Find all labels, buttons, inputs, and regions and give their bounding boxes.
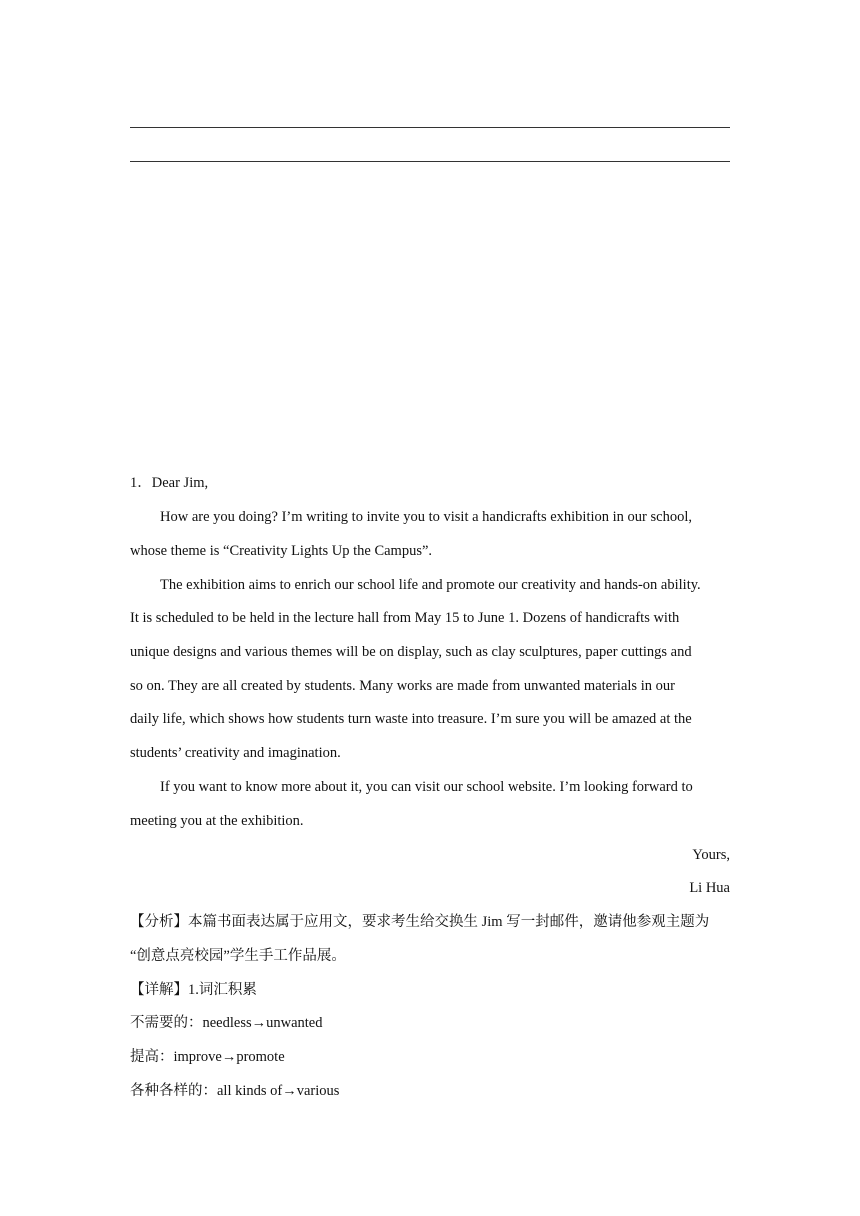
paragraph-line: students’ creativity and imagination. xyxy=(130,745,341,761)
paragraph-line: so on. They are all created by students. Many works are made from unwanted materials in our xyxy=(130,678,675,694)
question-number: 1． xyxy=(130,475,152,491)
vocab-item: 提高：improve→promote xyxy=(130,1049,285,1065)
paragraph-line: whose theme is “Creativity Lights Up the Campus”. xyxy=(130,543,433,559)
paragraph-line: unique designs and various themes will be on display, such as clay sculptures, paper cuttings and xyxy=(130,644,692,660)
letter-closing: Yours, xyxy=(692,847,730,863)
vocab-item: 不需要的：needless→unwanted xyxy=(130,1015,323,1031)
vocab-item: 各种各样的：all kinds of→various xyxy=(130,1083,340,1099)
paragraph-line: How are you doing? I’m writing to invite you to visit a handicrafts exhibition in our school, xyxy=(160,509,692,525)
blank-answer-line xyxy=(130,161,730,162)
salutation-line xyxy=(130,473,730,493)
paragraph-line: meeting you at the exhibition. xyxy=(130,813,304,829)
analysis-line: 【分析】本篇书面表达属于应用文，要求考生给交换生 Jim 写一封邮件，邀请他参观主题为 xyxy=(130,914,710,930)
analysis-line: “创意点亮校园”学生手工作品展。 xyxy=(130,948,346,964)
paragraph-line: daily life, which shows how students turn waste into treasure. I’m sure you will be amazed at the xyxy=(130,711,692,727)
paragraph-line: If you want to know more about it, you can visit our school website. I’m looking forward to xyxy=(160,779,693,795)
paragraph-line: It is scheduled to be held in the lecture hall from May 15 to June 1. Dozens of handicrafts with xyxy=(130,610,680,626)
blank-answer-line xyxy=(130,127,730,128)
letter-signature: Li Hua xyxy=(689,880,730,896)
salutation: Dear Jim, xyxy=(151,475,209,491)
paragraph-line: The exhibition aims to enrich our school life and promote our creativity and hands-on ability. xyxy=(160,577,701,593)
detail-heading: 【详解】1.词汇积累 xyxy=(130,982,257,998)
